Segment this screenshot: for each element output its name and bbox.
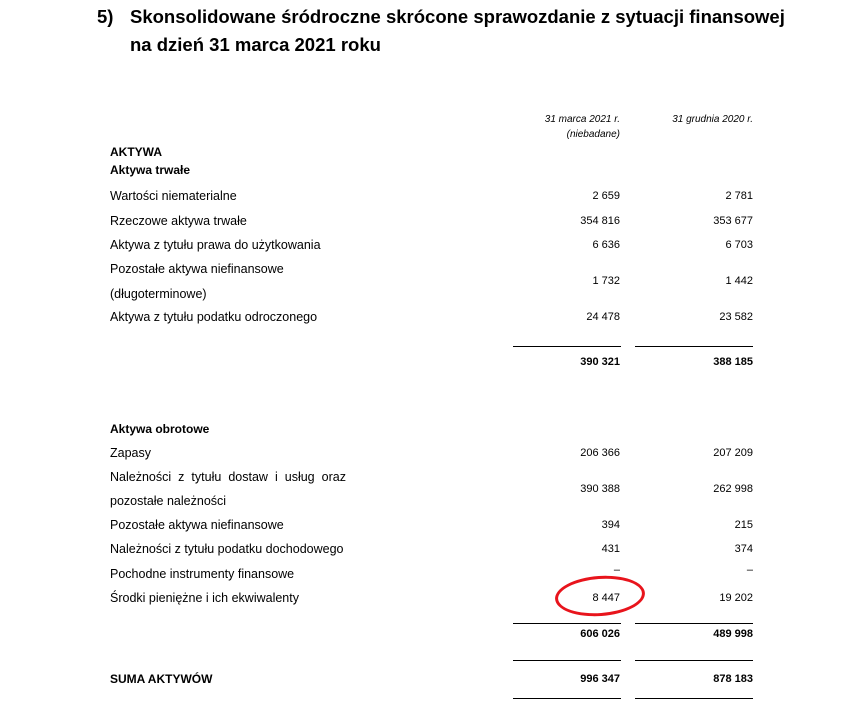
row-label-prawa-uzytkowania: Aktywa z tytułu prawa do użytkowania: [110, 238, 321, 252]
column-header-2021-note: (niebadane): [566, 129, 620, 140]
row-value-pozostale-niefinansowe-2021: 394: [601, 519, 620, 531]
section-number: 5): [97, 6, 114, 27]
row-value-srodki-pieniezne-2021: 8 447: [592, 592, 620, 604]
row-value-prawa-uzytkowania-2021: 6 636: [592, 239, 620, 251]
total-rule-bottom-2021: [513, 698, 621, 699]
column-header-2021-date: 31 marca 2021 r.: [544, 114, 620, 125]
row-value-rzeczowe-2020: 353 677: [713, 215, 753, 227]
subtotal-rule-2020: [635, 346, 753, 347]
subtotal-rule-obrotowe-2020: [635, 623, 753, 624]
row-value-rzeczowe-2021: 354 816: [580, 215, 620, 227]
row-value-naleznosci-podatek-2021: 431: [601, 543, 620, 555]
row-value-zapasy-2021: 206 366: [580, 447, 620, 459]
row-value-naleznosci-2020: 262 998: [713, 483, 753, 495]
page-title-line2: na dzień 31 marca 2021 roku: [130, 34, 381, 55]
row-value-zapasy-2020: 207 209: [713, 447, 753, 459]
column-header-2020: [672, 112, 753, 127]
row-label-podatek-odroczony: Aktywa z tytułu podatku odroczonego: [110, 310, 318, 324]
row-value-naleznosci-podatek-2020: 374: [734, 543, 753, 555]
total-rule-top-2021: [513, 660, 621, 661]
section-aktywa-obrotowe: Aktywa obrotowe: [110, 422, 210, 436]
page-title-line1: Skonsolidowane śródroczne skrócone sprawozdanie z sytuacji finansowej: [130, 6, 785, 27]
row-value-pozostale-niefinansowe-dl-2020: 1 442: [725, 275, 753, 287]
word: dostaw: [228, 470, 268, 484]
subtotal-obrotowe-2021: 606 026: [580, 628, 620, 640]
word: oraz: [321, 470, 346, 484]
row-label-wartosci-niematerialne: Wartości niematerialne: [110, 189, 237, 203]
total-suma-aktywow-2021: 996 347: [580, 673, 620, 685]
subtotal-rule-2021: [513, 346, 621, 347]
total-rule-top-2020: [635, 660, 753, 661]
row-value-pozostale-niefinansowe-2020: 215: [734, 519, 753, 531]
section-aktywa-trwale: Aktywa trwałe: [110, 163, 191, 177]
row-label-suma-aktywow: SUMA AKTYWÓW: [110, 672, 213, 686]
word: Należności: [110, 470, 172, 484]
total-rule-bottom-2020: [635, 698, 753, 699]
subtotal-rule-obrotowe-2021: [513, 623, 621, 624]
word: tytułu: [191, 470, 222, 484]
row-value-pochodne-2021: –: [613, 564, 620, 576]
row-label-pozostale-niefinansowe-dl-2: (długoterminowe): [110, 287, 207, 301]
word: z: [178, 470, 185, 484]
section-aktywa: AKTYWA: [110, 145, 162, 159]
subtotal-trwale-2020: 388 185: [713, 356, 753, 368]
row-label-srodki-pieniezne: Środki pieniężne i ich ekwiwalenty: [110, 591, 299, 605]
row-label-pochodne: Pochodne instrumenty finansowe: [110, 567, 295, 581]
row-value-pozostale-niefinansowe-dl-2021: 1 732: [592, 275, 620, 287]
row-label-rzeczowe: Rzeczowe aktywa trwałe: [110, 214, 247, 228]
word: usług: [284, 470, 315, 484]
total-suma-aktywow-2020: 878 183: [713, 673, 753, 685]
word: i: [274, 470, 278, 484]
row-label-zapasy: Zapasy: [110, 446, 151, 460]
row-label-pozostale-niefinansowe: Pozostałe aktywa niefinansowe: [110, 518, 284, 532]
highlight-circle-annotation: [554, 573, 647, 619]
row-value-podatek-odroczony-2021: 24 478: [586, 311, 620, 323]
row-label-pozostale-niefinansowe-dl-1: Pozostałe aktywa niefinansowe: [110, 262, 284, 276]
column-header-2021: [545, 112, 620, 142]
row-value-podatek-odroczony-2020: 23 582: [719, 311, 753, 323]
row-label-naleznosci-2: pozostałe należności: [110, 494, 227, 508]
row-value-prawa-uzytkowania-2020: 6 703: [725, 239, 753, 251]
row-value-naleznosci-2021: 390 388: [580, 483, 620, 495]
row-value-srodki-pieniezne-2020: 19 202: [719, 592, 753, 604]
row-value-pochodne-2020: –: [746, 564, 753, 576]
subtotal-obrotowe-2020: 489 998: [713, 628, 753, 640]
row-value-wartosci-niematerialne-2021: 2 659: [592, 190, 620, 202]
column-header-2020-date: 31 grudnia 2020 r.: [672, 114, 753, 125]
row-value-wartosci-niematerialne-2020: 2 781: [725, 190, 753, 202]
row-label-naleznosci-podatek: Należności z tytułu podatku dochodowego: [110, 542, 344, 556]
row-label-naleznosci-1: [110, 469, 346, 485]
subtotal-trwale-2021: 390 321: [580, 356, 620, 368]
